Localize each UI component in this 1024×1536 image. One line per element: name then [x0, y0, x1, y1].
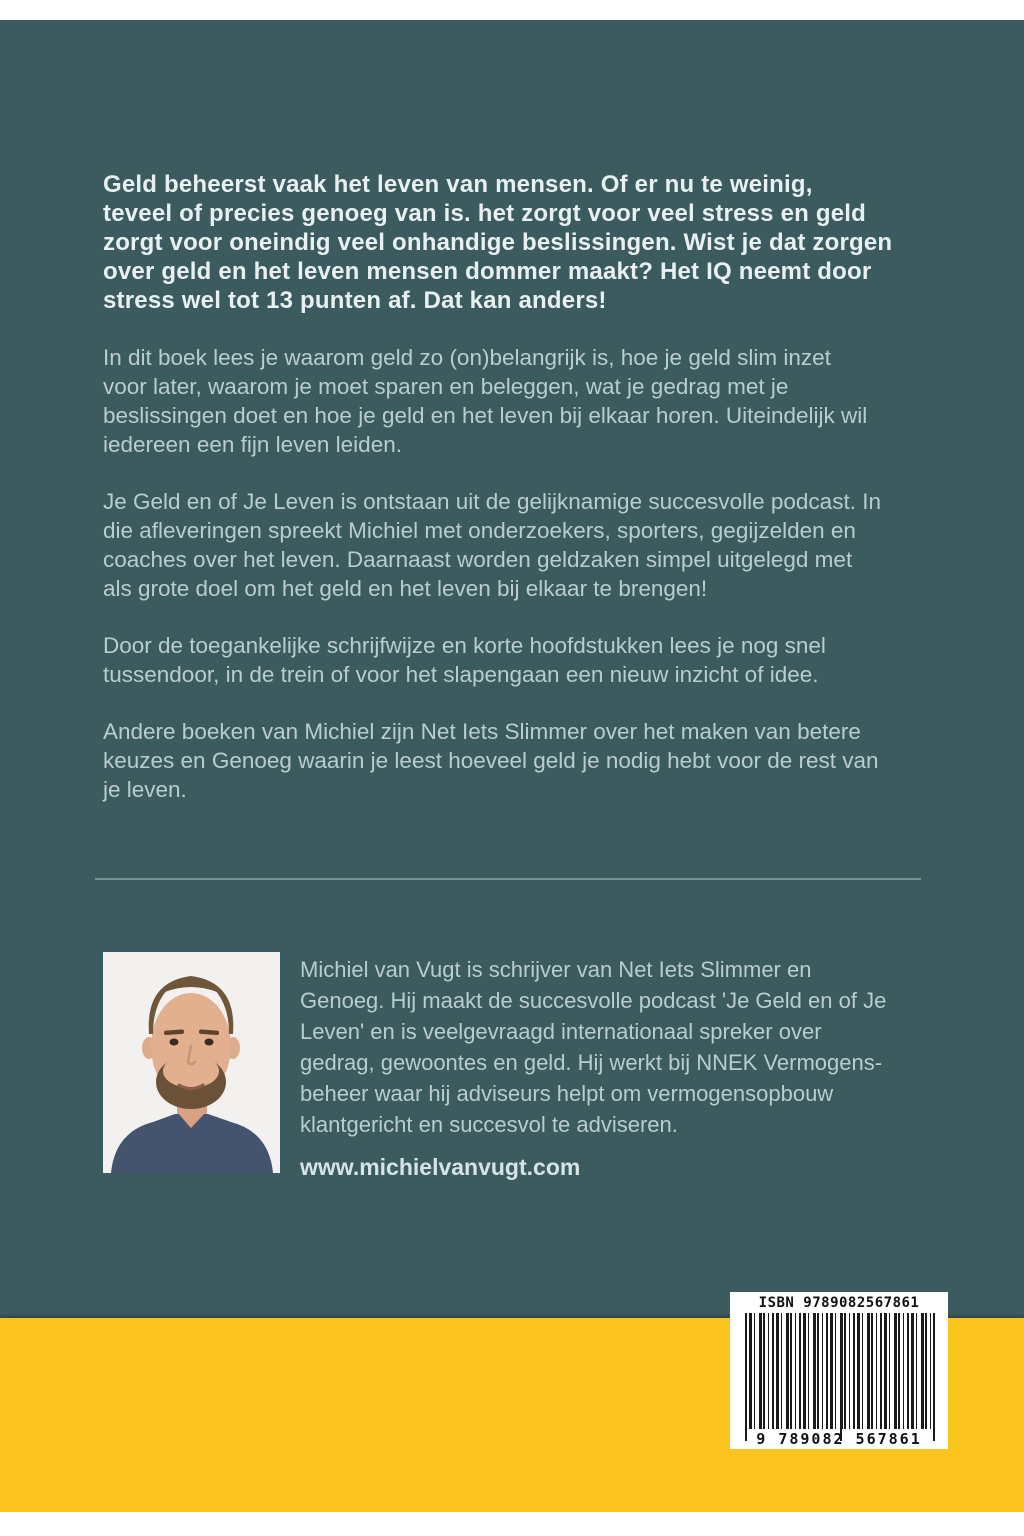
text-line: Andere boeken van Michiel zijn Net Iets Slimmer over het maken van betere [103, 719, 861, 744]
isbn-label: ISBN 9789082567861 [758, 1295, 920, 1311]
divider-line [95, 878, 921, 880]
text-line: Door de toegankelijke schrijfwijze en korte hoofdstukken lees je nog snel [103, 633, 826, 658]
text-line: Leven' en is veelgevraagd internationaal spreker over [300, 1019, 822, 1044]
author-text [300, 952, 921, 1181]
paragraph-podcast [103, 487, 921, 603]
isbn-barcode [730, 1292, 948, 1449]
book-back-cover [0, 20, 1024, 1512]
ean-digits: 9 789082 567861 [756, 1430, 922, 1448]
text-line: In dit boek lees je waarom geld zo (on)belangrijk is, hoe je geld slim inzet [103, 345, 831, 370]
text-line: stress wel tot 13 punten af. Dat kan anders! [103, 287, 607, 314]
barcode-bars [745, 1313, 935, 1429]
author-section [103, 952, 921, 1181]
paragraph-other-books [103, 717, 921, 804]
text-line: voor later, waarom je moet sparen en beleggen, wat je gedrag met je [103, 374, 789, 399]
text-line: tussendoor, in de trein of voor het slapengaan een nieuw inzicht of idee. [103, 662, 819, 687]
text-line: Je Geld en of Je Leven is ontstaan uit de gelijknamige succesvolle podcast. In [103, 489, 881, 514]
text-line: over geld en het leven mensen dommer maakt? Het IQ neemt door [103, 258, 872, 285]
text-line: beheer waar hij adviseurs helpt om vermogensopbouw [300, 1081, 834, 1106]
text-line: die afleveringen spreekt Michiel met onderzoekers, sporters, gegijzelden en [103, 518, 856, 543]
text-line: coaches over het leven. Daarnaast worden geldzaken simpel uitgelegd met [103, 547, 853, 572]
blurb-text-block [103, 170, 921, 1181]
teal-background [0, 20, 1024, 1318]
text-line: je leven. [103, 777, 187, 802]
text-line: als grote doel om het geld en het leven bij elkaar te brengen! [103, 576, 708, 601]
intro-paragraph [103, 170, 921, 315]
text-line: teveel of precies genoeg van is. het zorgt voor veel stress en geld [103, 200, 866, 227]
paragraph-about-book [103, 343, 921, 459]
text-line: keuzes en Genoeg waarin je leest hoeveel geld je nodig hebt voor de rest van [103, 748, 879, 773]
text-line: iedereen een fijn leven leiden. [103, 432, 402, 457]
paragraph-writing-style [103, 631, 921, 689]
author-photo [103, 952, 280, 1173]
author-bio [300, 954, 921, 1140]
text-line: Michiel van Vugt is schrijver van Net Iets Slimmer en [300, 957, 812, 982]
text-line: klantgericht en succesvol te adviseren. [300, 1112, 678, 1137]
text-line: Genoeg. Hij maakt de succesvolle podcast 'Je Geld en of Je [300, 988, 887, 1013]
text-line: beslissingen doet en hoe je geld en het leven bij elkaar horen. Uiteindelijk wil [103, 403, 868, 428]
text-line: gedrag, gewoontes en geld. Hij werkt bij NNEK Vermogens- [300, 1050, 883, 1075]
text-line: zorgt voor oneindig veel onhandige beslissingen. Wist je dat zorgen [103, 229, 893, 256]
text-line: Geld beheerst vaak het leven van mensen. Of er nu te weinig, [103, 171, 813, 198]
barcode-guard-bar [840, 1313, 842, 1441]
author-website-url: www.michielvanvugt.com [300, 1154, 581, 1180]
